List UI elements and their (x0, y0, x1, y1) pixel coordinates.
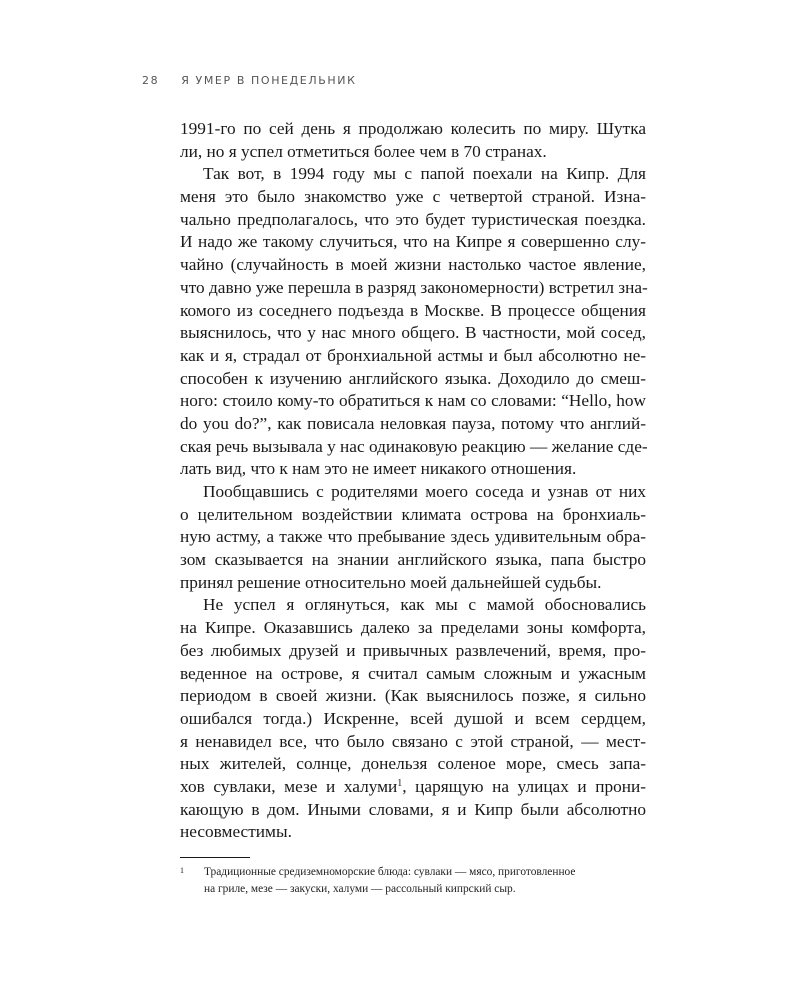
text-line: ную астму, а также что пребывание здесь удивительным обра- (180, 527, 646, 547)
text-line: И надо же такому случиться, что на Кипре я совершенно слу- (180, 232, 646, 252)
text-line: несовместимы. (180, 822, 292, 842)
running-title: Я УМЕР В ПОНЕДЕЛЬНИК (181, 74, 357, 87)
text-line: что давно уже перешла в разряд закономерности) встретил зна- (180, 277, 648, 297)
text-line: периодом в своей жизни. (Как выяснилось позже, я сильно (180, 686, 646, 706)
footnote-line: на гриле, мезе — закуски, халуми — рассольный кипрский сыр. (204, 883, 516, 895)
text-line: чально предполагалось, что это будет туристическая поездка. (180, 209, 646, 229)
text-line: кающую в дом. Иными словами, я и Кипр были абсолютно (180, 799, 646, 819)
text-line: ли, но я успел отметиться более чем в 70 странах. (180, 141, 547, 161)
text-line: 1991-го по сей день я продолжаю колесить по миру. Шутка (180, 119, 646, 138)
footnote-reference: 1 (397, 777, 403, 789)
text-line: способен к изучению английского языка. Доходило до смеш- (180, 368, 646, 388)
text-line (180, 776, 646, 799)
footnote-line: Традиционные средиземноморские блюда: сувлаки — мясо, приготовленное (204, 866, 576, 878)
text-line: ного: стоило кому-то обратиться к нам со словами: “Hello, how (180, 391, 646, 411)
page-number: 28 (142, 74, 160, 87)
text-line: о целительном воздействии климата острова на бронхиаль- (180, 504, 646, 524)
text-fragment: хов сувлаки, мезе и халуми (180, 776, 398, 796)
text-line: ошибался тогда.) Искренне, всей душой и всем сердцем, (180, 708, 646, 728)
text-line: лать вид, что к нам это не имеет никакого отношения. (180, 459, 577, 479)
text-line: комого из соседнего подъезда в Москве. В процессе общения (180, 300, 646, 320)
text-line: Пообщавшись с родителями моего соседа и узнав от них (203, 482, 646, 501)
body-text (180, 118, 646, 844)
text-line: Не успел я оглянуться, как мы с мамой обосновались (203, 595, 646, 615)
text-line: ская речь вызывала у нас одинаковую реакцию — желание сде- (180, 436, 648, 456)
text-line: на Кипре. Оказавшись далеко за пределами зоны комфорта, (180, 618, 646, 638)
text-line: зом сказывается на знании английского языка, папа быстро (180, 550, 646, 570)
text-line: как и я, страдал от бронхиальной астмы и был абсолютно не- (180, 345, 646, 365)
text-line: Так вот, в 1994 году мы с папой поехали на Кипр. Для (203, 164, 646, 184)
text-line: do you do?”, как повисала неловкая пауза, потому что англий- (180, 413, 646, 433)
text-line: ных жителей, солнце, донельзя соленое море, смесь запа- (180, 754, 646, 774)
text-line: без любимых друзей и привычных развлечений, время, про- (180, 640, 646, 660)
running-head (142, 74, 356, 87)
text-line: выяснилось, что у нас много общего. В частности, мой сосед, (180, 323, 646, 343)
footnote-divider (180, 857, 250, 858)
text-line: я ненавидел все, что было связано с этой страной, — мест- (180, 731, 646, 751)
footnote (180, 864, 650, 898)
footnote-marker: 1 (180, 866, 184, 875)
text-line: веденное на острове, я считал самым сложным и ужасным (180, 663, 646, 683)
text-fragment: , царящую на улицах и прони- (402, 776, 647, 796)
text-line: принял решение относительно моей дальнейшей судьбы. (180, 572, 602, 592)
text-line: чайно (случайность в моей жизни настолько частое явление, (180, 255, 646, 275)
text-line: меня это было знакомство уже с четвертой страной. Изна- (180, 187, 646, 207)
